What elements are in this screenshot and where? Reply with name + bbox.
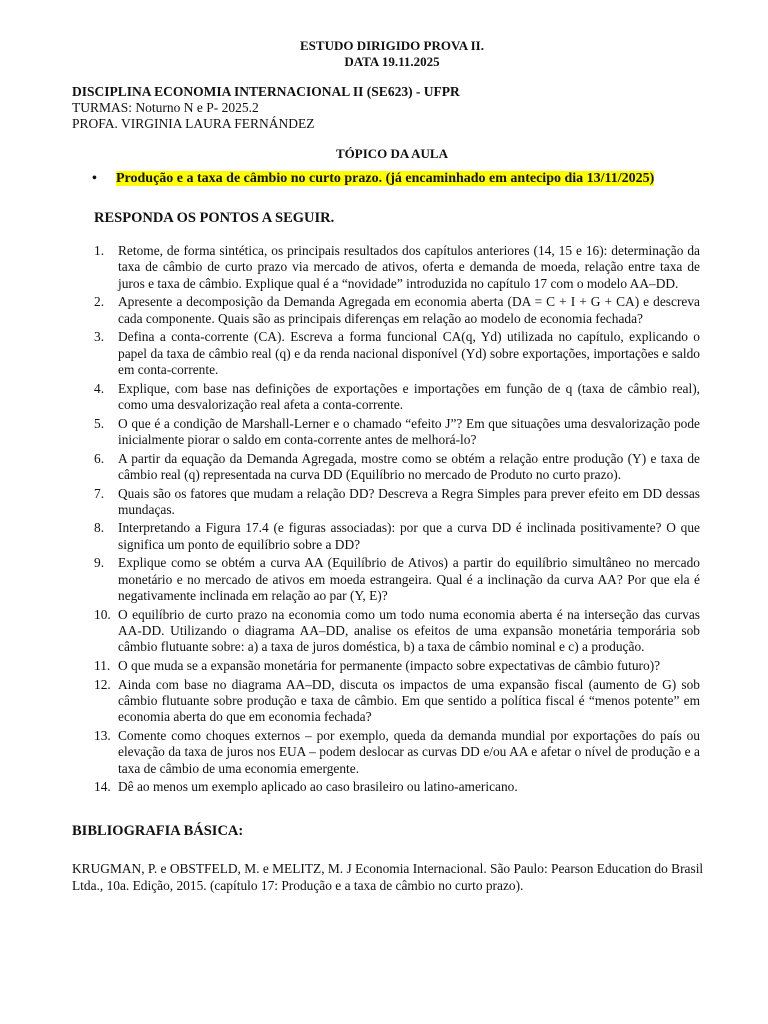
question-item bbox=[72, 329, 712, 378]
question-text: Explique como se obtém a curva AA (Equilíbrio de Ativos) a partir do equilíbrio simultâneo no mercado monetário e no mercado de ativos em moeda estrangeira. Qual é a inclinação da curva AA? Por que ela é negativamente inclinada em relação ao par (Y, E)? bbox=[118, 555, 700, 604]
question-text: Interpretando a Figura 17.4 (e figuras associadas): por que a curva DD é inclinada positivamente? O que significa um ponto de equilíbrio sobre a DD? bbox=[118, 520, 700, 552]
question-text: A partir da equação da Demanda Agregada, mostre como se obtém a relação entre produção (Y) e taxa de câmbio real (q) representada na curva DD (Equilíbrio no mercado de Produto no curto prazo). bbox=[118, 450, 700, 482]
question-text: Apresente a decomposição da Demanda Agregada em economia aberta (DA = C + I + G + CA) e descreva cada componente. Quais são as principais diferenças em relação ao modelo de economia fechada? bbox=[118, 294, 700, 326]
question-item bbox=[72, 677, 712, 726]
question-number: 4. bbox=[94, 380, 105, 396]
document-title: ESTUDO DIRIGIDO PROVA II. bbox=[300, 38, 484, 53]
question-text: Quais são os fatores que mudam a relação DD? Descreva a Regra Simples para prever efeito em DD dessas mundaças. bbox=[118, 485, 700, 517]
question-text: O equilíbrio de curto prazo na economia como um todo numa economia aberta é na interseção das curvas AA-DD. Utilizando o diagrama AA–DD, analise os efeitos de uma expansão monetária temporária sob câmbio flutuante sobre: a) a taxa de juros doméstica, b) a taxa de câmbio nominal e c) a produção. bbox=[118, 606, 700, 655]
question-number: 2. bbox=[94, 294, 105, 310]
question-item bbox=[72, 243, 712, 292]
discipline-line: DISCIPLINA ECONOMIA INTERNACIONAL II (SE623) - UFPR bbox=[72, 84, 460, 99]
question-number: 1. bbox=[94, 243, 105, 258]
topic-heading: TÓPICO DA AULA bbox=[336, 146, 448, 161]
question-item bbox=[72, 416, 712, 449]
questions-heading: RESPONDA OS PONTOS A SEGUIR. bbox=[94, 210, 335, 226]
question-number: 8. bbox=[94, 520, 105, 536]
topic-item-text: Produção e a taxa de câmbio no curto prazo. (já encaminhado em antecipo dia 13/11/2025) bbox=[116, 171, 655, 186]
question-text: O que muda se a expansão monetária for permanente (impacto sobre expectativas de câmbio futuro)? bbox=[118, 658, 661, 674]
question-number: 7. bbox=[94, 485, 105, 501]
question-item bbox=[72, 728, 712, 777]
question-text: Retome, de forma sintética, os principais resultados dos capítulos anteriores (14, 15 e 16): determinação da taxa de câmbio de curto prazo via mercado de ativos, oferta e demanda de moeda, relação entre taxa de juros e taxa de câmbio. Explique qual é a “novidade” introduzida no capítulo 17 com o modelo AA–DD. bbox=[118, 243, 700, 291]
question-item bbox=[72, 294, 712, 327]
question-item bbox=[72, 555, 712, 604]
question-number: 12. bbox=[94, 676, 111, 692]
question-item bbox=[72, 486, 712, 519]
question-item bbox=[72, 607, 712, 656]
question-number: 5. bbox=[94, 415, 105, 431]
question-item bbox=[72, 520, 712, 553]
question-number: 9. bbox=[94, 555, 105, 571]
question-number: 11. bbox=[94, 658, 111, 674]
bibliography-heading: BIBLIOGRAFIA BÁSICA: bbox=[72, 822, 244, 839]
question-text: Dê ao menos um exemplo aplicado ao caso brasileiro ou latino-americano. bbox=[118, 779, 518, 795]
classes-line: TURMAS: Noturno N e P- 2025.2 bbox=[72, 100, 259, 115]
document-date: DATA 19.11.2025 bbox=[344, 54, 440, 69]
professor-line: PROFA. VIRGINIA LAURA FERNÁNDEZ bbox=[72, 116, 315, 131]
question-number: 10. bbox=[94, 606, 111, 622]
question-text: Comente como choques externos – por exemplo, queda da demanda mundial por exportações do país ou elevação da taxa de juros nos EUA – podem deslocar as curvas DD e/ou AA e afetar o nível de produção e a taxa de câmbio de uma economia emergente. bbox=[118, 728, 700, 776]
question-text: Defina a conta-corrente (CA). Escreva a forma funcional CA(q, Yd) utilizada no capítulo, explicando o papel da taxa de câmbio real (q) e da renda nacional disponível (Yd) sobre exportações, importações e saldo em conta-corrente. bbox=[118, 329, 700, 377]
question-item bbox=[72, 381, 712, 414]
bibliography-entry: KRUGMAN, P. e OBSTFELD, M. e MELITZ, M. J Economia Internacional. São Paulo: Pearson Education do Brasil Ltda., 10a. Edição, 2015. (capítulo 17: Produção e a taxa de câmbio no curto prazo). bbox=[72, 860, 704, 893]
question-item bbox=[72, 451, 712, 484]
question-number: 14. bbox=[94, 779, 111, 795]
question-number: 6. bbox=[94, 450, 105, 466]
question-number: 3. bbox=[94, 329, 105, 345]
topic-item bbox=[72, 168, 712, 189]
question-number: 13. bbox=[94, 728, 111, 743]
question-text: O que é a condição de Marshall-Lerner e o chamado “efeito J”? Em que situações uma desvalorização pode inicialmente piorar o saldo em conta-corrente antes de melhorá-lo? bbox=[118, 415, 700, 447]
bullet-icon: • bbox=[92, 171, 97, 186]
questions-list bbox=[72, 243, 712, 796]
question-text: Explique, com base nas definições de exportações e importações em função de q (taxa de câmbio real), como uma desvalorização real afeta a conta-corrente. bbox=[118, 380, 700, 412]
topic-list bbox=[72, 168, 712, 189]
question-item bbox=[72, 658, 712, 674]
question-item bbox=[72, 779, 712, 795]
question-text: Ainda com base no diagrama AA–DD, discuta os impactos de uma expansão fiscal (aumento de G) sob câmbio flutuante sobre produção e taxa de câmbio. Em que sentido a política fiscal é “menos potente” em economia aberta do que em economia fechada? bbox=[118, 676, 700, 725]
